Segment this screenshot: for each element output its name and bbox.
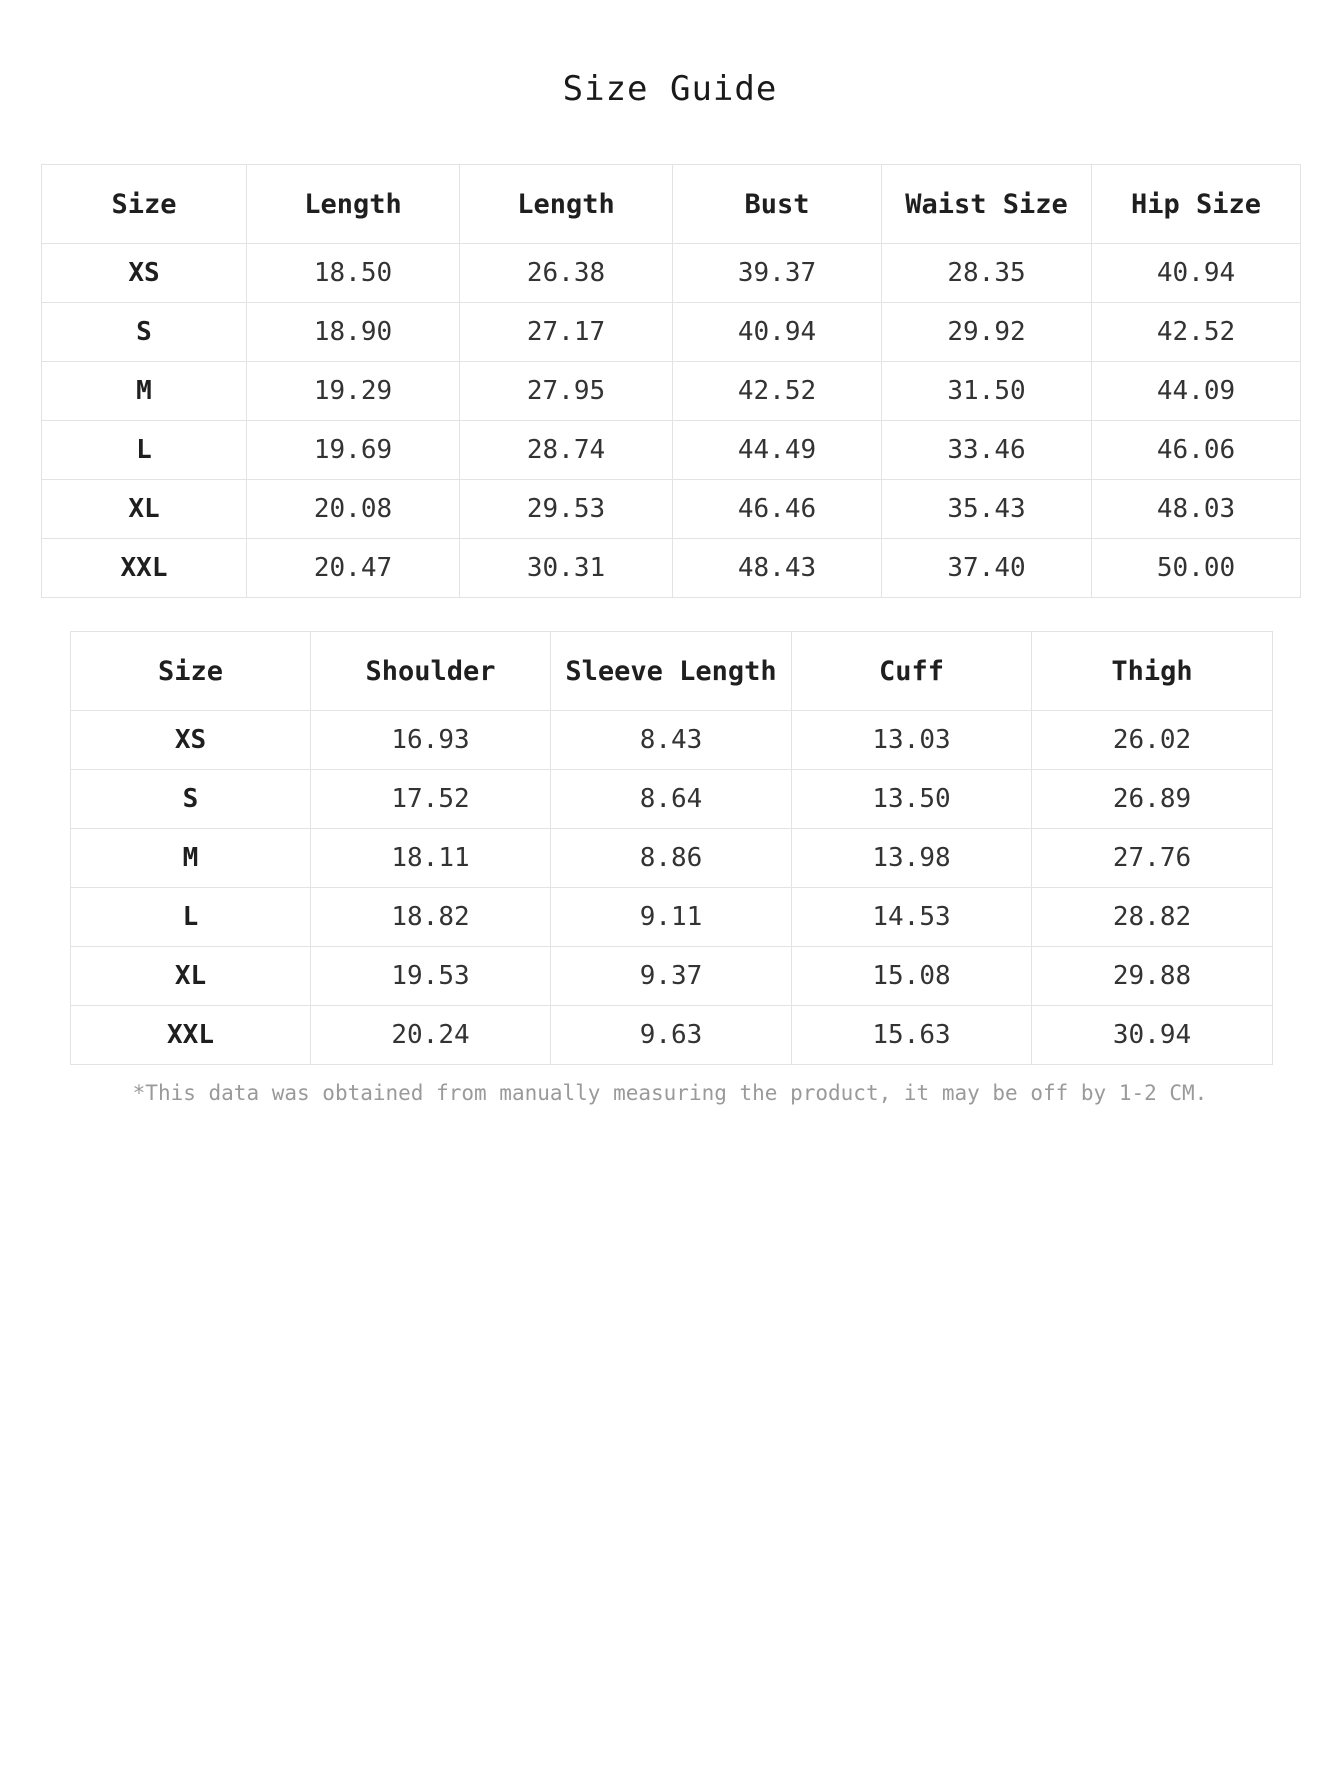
table-cell: 19.29 xyxy=(247,362,460,421)
table-cell: 28.82 xyxy=(1032,888,1273,947)
table-cell: 40.94 xyxy=(673,303,882,362)
table-row xyxy=(42,244,1301,303)
size-cell: XL xyxy=(71,947,311,1006)
table-cell: 39.37 xyxy=(673,244,882,303)
table-row xyxy=(71,1006,1273,1065)
column-header: Shoulder xyxy=(311,632,551,711)
table-row xyxy=(71,829,1273,888)
table-cell: 27.95 xyxy=(460,362,673,421)
table-cell: 44.09 xyxy=(1092,362,1301,421)
table-cell: 9.37 xyxy=(551,947,792,1006)
table-row xyxy=(42,539,1301,598)
table-cell: 19.53 xyxy=(311,947,551,1006)
size-table-secondary xyxy=(70,631,1273,1065)
column-header: Length xyxy=(247,165,460,244)
table-cell: 50.00 xyxy=(1092,539,1301,598)
table-cell: 42.52 xyxy=(1092,303,1301,362)
column-header: Size xyxy=(42,165,247,244)
size-cell: L xyxy=(42,421,247,480)
table-cell: 27.17 xyxy=(460,303,673,362)
table-cell: 30.94 xyxy=(1032,1006,1273,1065)
table-cell: 13.03 xyxy=(792,711,1032,770)
table-cell: 31.50 xyxy=(882,362,1092,421)
size-cell: XL xyxy=(42,480,247,539)
table-cell: 15.08 xyxy=(792,947,1032,1006)
size-cell: XS xyxy=(42,244,247,303)
table-cell: 19.69 xyxy=(247,421,460,480)
column-header: Waist Size xyxy=(882,165,1092,244)
column-header: Cuff xyxy=(792,632,1032,711)
table-row xyxy=(42,362,1301,421)
table-cell: 18.90 xyxy=(247,303,460,362)
table-cell: 44.49 xyxy=(673,421,882,480)
column-header: Length xyxy=(460,165,673,244)
table-cell: 14.53 xyxy=(792,888,1032,947)
size-cell: XXL xyxy=(42,539,247,598)
page-title: Size Guide xyxy=(562,69,778,109)
table-cell: 40.94 xyxy=(1092,244,1301,303)
table-cell: 30.31 xyxy=(460,539,673,598)
size-cell: S xyxy=(71,770,311,829)
table-header-row xyxy=(71,632,1273,711)
table-row xyxy=(71,947,1273,1006)
table-cell: 26.38 xyxy=(460,244,673,303)
table-row xyxy=(71,770,1273,829)
table-cell: 9.63 xyxy=(551,1006,792,1065)
table-cell: 16.93 xyxy=(311,711,551,770)
table-cell: 29.88 xyxy=(1032,947,1273,1006)
table-row xyxy=(42,303,1301,362)
size-cell: M xyxy=(71,829,311,888)
table-cell: 13.50 xyxy=(792,770,1032,829)
table-cell: 18.11 xyxy=(311,829,551,888)
table-cell: 20.24 xyxy=(311,1006,551,1065)
table-cell: 8.64 xyxy=(551,770,792,829)
column-header: Hip Size xyxy=(1092,165,1301,244)
table-cell: 17.52 xyxy=(311,770,551,829)
table-cell: 26.89 xyxy=(1032,770,1273,829)
size-cell: S xyxy=(42,303,247,362)
table-row xyxy=(42,421,1301,480)
table-cell: 18.50 xyxy=(247,244,460,303)
size-cell: XS xyxy=(71,711,311,770)
table-cell: 28.35 xyxy=(882,244,1092,303)
size-cell: L xyxy=(71,888,311,947)
table-cell: 46.06 xyxy=(1092,421,1301,480)
table-cell: 33.46 xyxy=(882,421,1092,480)
table-cell: 15.63 xyxy=(792,1006,1032,1065)
table-cell: 35.43 xyxy=(882,480,1092,539)
table-row xyxy=(71,711,1273,770)
table-cell: 20.08 xyxy=(247,480,460,539)
table-cell: 28.74 xyxy=(460,421,673,480)
column-header: Thigh xyxy=(1032,632,1273,711)
table-row xyxy=(42,480,1301,539)
table-cell: 46.46 xyxy=(673,480,882,539)
table-cell: 27.76 xyxy=(1032,829,1273,888)
table-cell: 37.40 xyxy=(882,539,1092,598)
table-cell: 18.82 xyxy=(311,888,551,947)
table-cell: 20.47 xyxy=(247,539,460,598)
table-cell: 48.03 xyxy=(1092,480,1301,539)
table-cell: 9.11 xyxy=(551,888,792,947)
size-cell: M xyxy=(42,362,247,421)
table-cell: 13.98 xyxy=(792,829,1032,888)
size-table-main xyxy=(41,164,1301,598)
table-cell: 48.43 xyxy=(673,539,882,598)
column-header: Sleeve Length xyxy=(551,632,792,711)
column-header: Bust xyxy=(673,165,882,244)
table-cell: 29.92 xyxy=(882,303,1092,362)
table-header-row xyxy=(42,165,1301,244)
size-cell: XXL xyxy=(71,1006,311,1065)
column-header: Size xyxy=(71,632,311,711)
table-cell: 8.43 xyxy=(551,711,792,770)
table-cell: 29.53 xyxy=(460,480,673,539)
table-cell: 42.52 xyxy=(673,362,882,421)
table-cell: 8.86 xyxy=(551,829,792,888)
table-row xyxy=(71,888,1273,947)
table-cell: 26.02 xyxy=(1032,711,1273,770)
measurement-note: *This data was obtained from manually measuring the product, it may be off by 1-2 CM. xyxy=(132,1081,1208,1105)
